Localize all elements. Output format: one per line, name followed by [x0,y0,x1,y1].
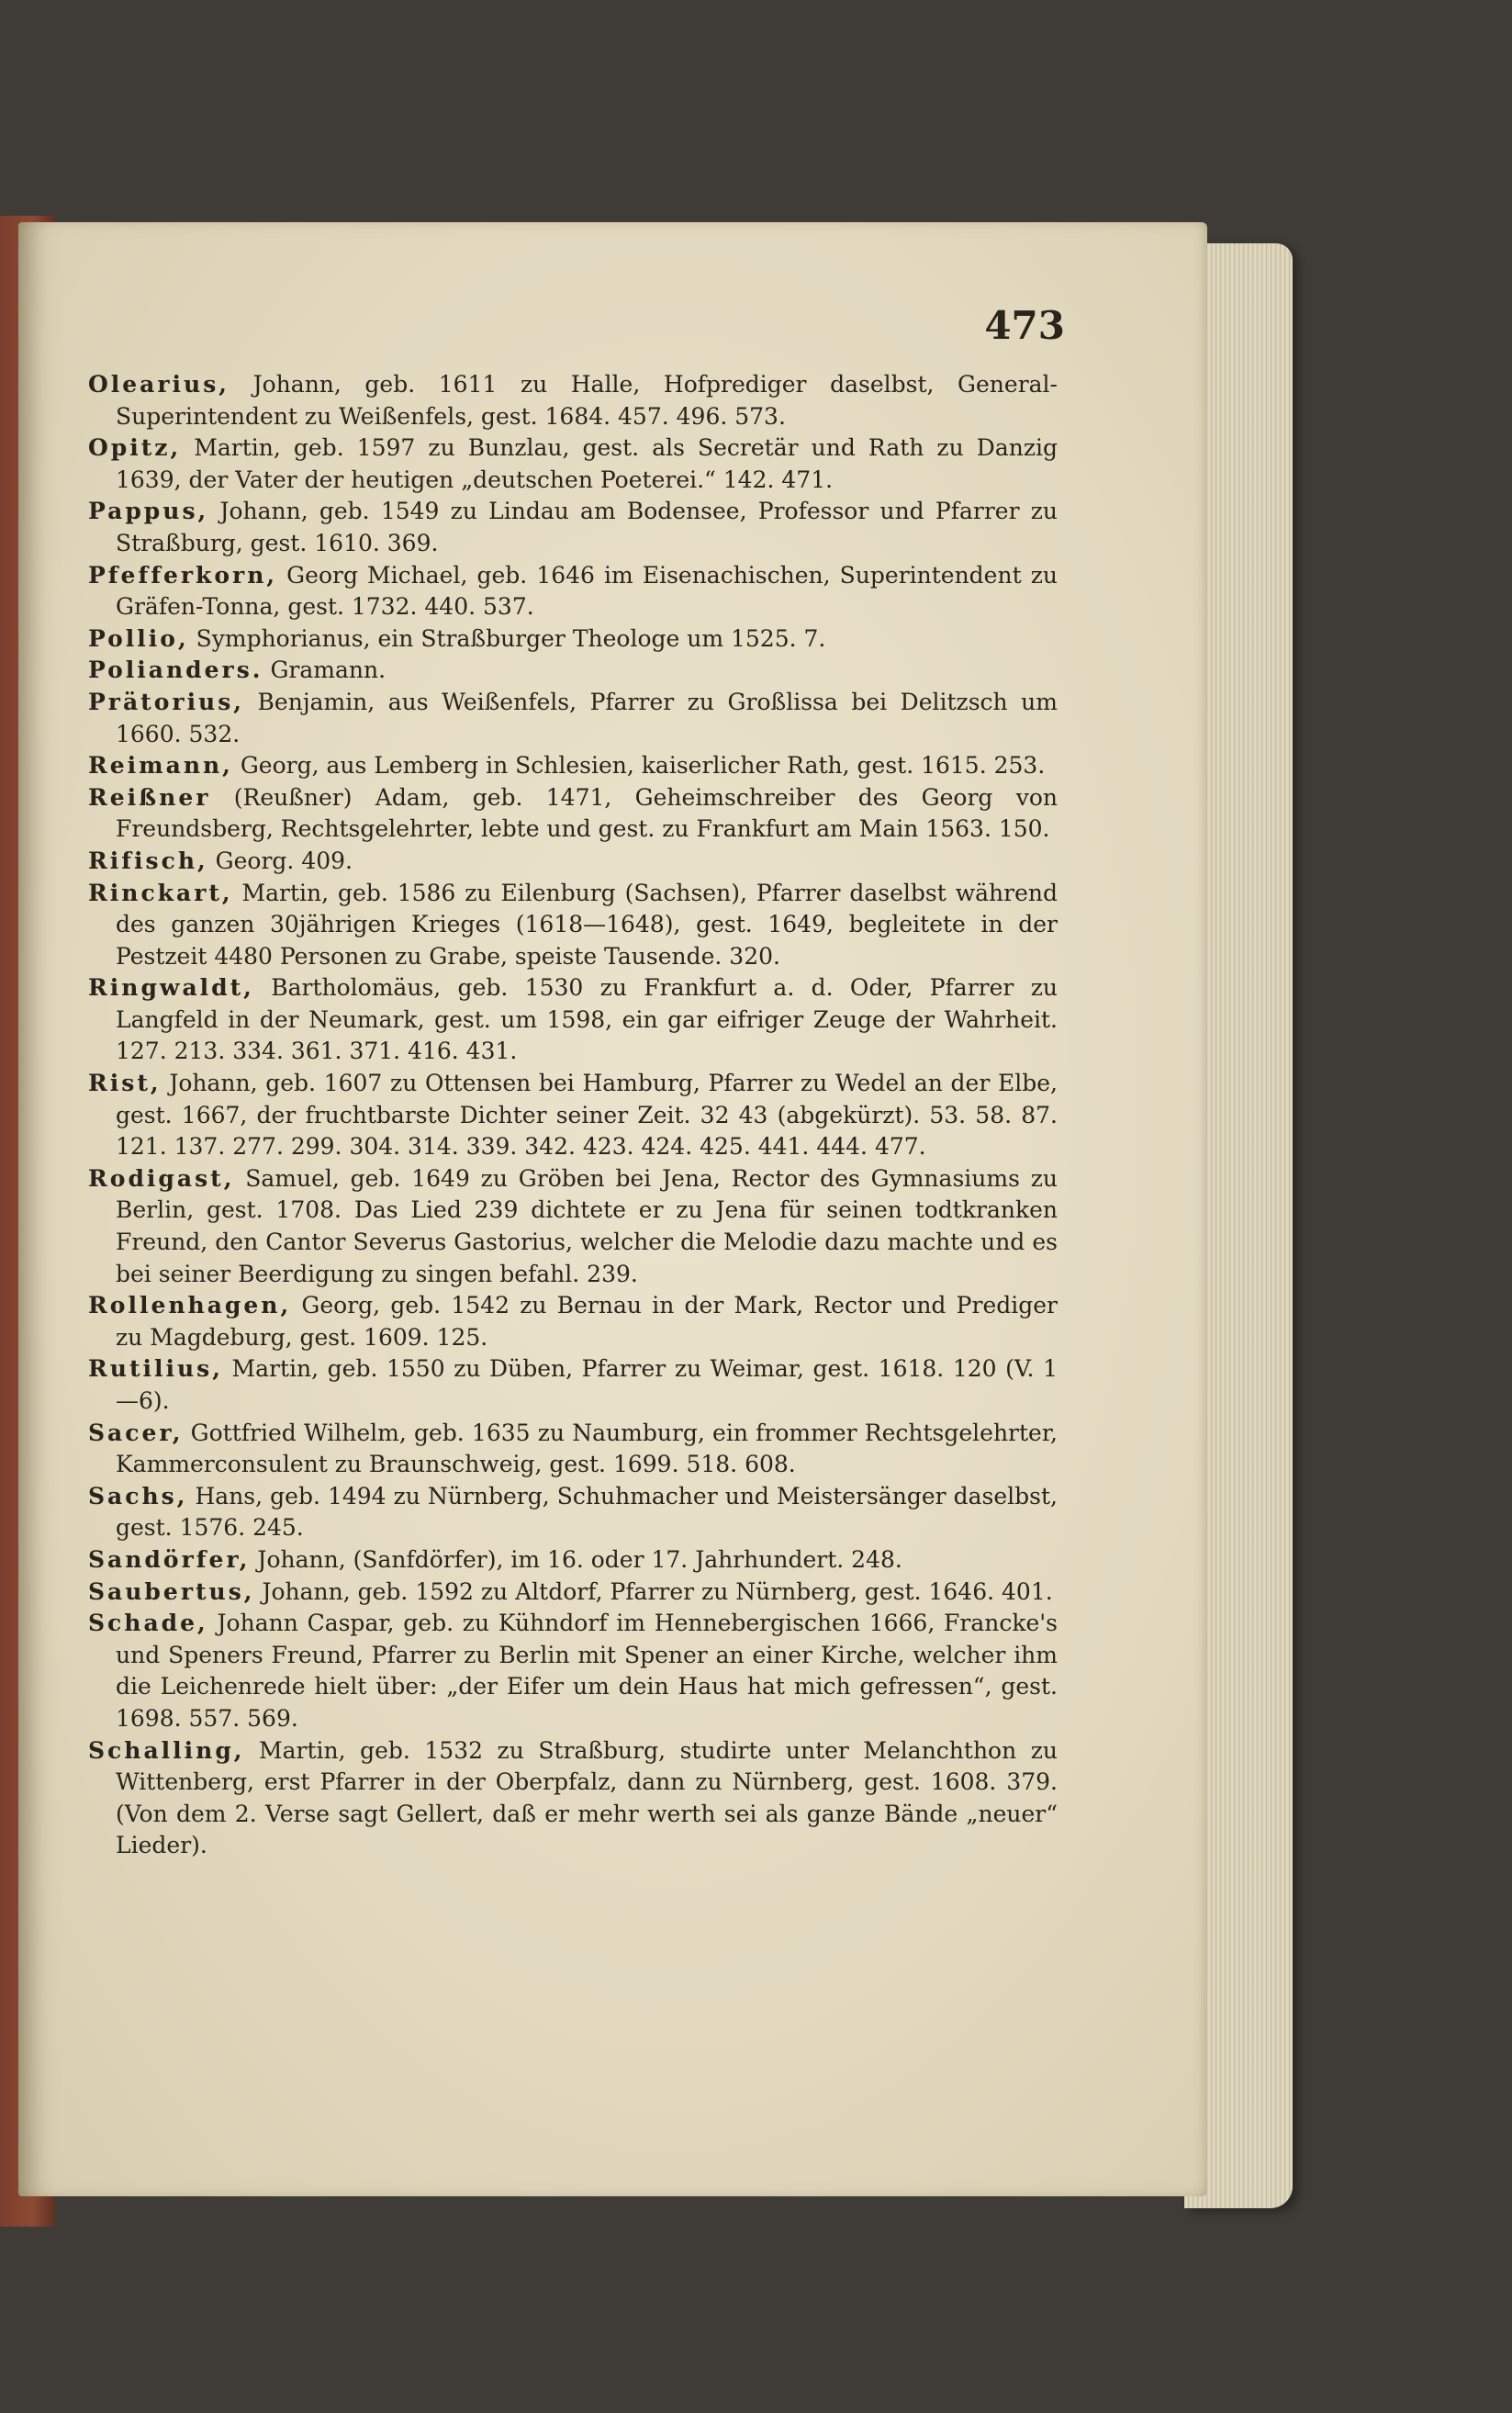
entry-praetorius: Prätorius, Benjamin, aus Weißenfels, Pfarrer zu Großlissa bei Delitzsch um 1660. 532. [88,688,1058,747]
entry-rinckart: Rinckart, Martin, geb. 1586 zu Eilenburg (Sachsen), Pfarrer daselbst während des ganzen 30jährigen Krieges (1618—1648), gest. 1649, begleitete in der Pestzeit 4480 Personen zu Grabe, speiste Tausende. 320. [88,879,1058,970]
entry-saubertus: Saubertus, Johann, geb. 1592 zu Altdorf, Pfarrer zu Nürnberg, gest. 1646. 401. [88,1577,1053,1605]
entry-rutilius: Rutilius, Martin, geb. 1550 zu Düben, Pfarrer zu Weimar, gest. 1618. 120 (V. 1—6). [88,1355,1058,1414]
entry-opitz: Opitz, Martin, geb. 1597 zu Bunzlau, gest. als Secretär und Rath zu Danzig 1639, der Vater der heutigen „deutschen Poeterei.“ 142. 471. [88,434,1058,493]
entry-reissner: Reißner (Reußner) Adam, geb. 1471, Geheimschreiber des Georg von Freundsberg, Rechtsgelehrter, lebte und gest. zu Frankfurt am Main 1563. 150. [88,783,1058,843]
entry-pappus: Pappus, Johann, geb. 1549 zu Lindau am Bodensee, Professor und Pfarrer zu Straßburg, gest. 1610. 369. [88,498,1058,556]
entry-sachs: Sachs, Hans, geb. 1494 zu Nürnberg, Schuhmacher und Meistersänger daselbst, gest. 1576. 245. [88,1482,1058,1542]
entry-rodigast: Rodigast, Samuel, geb. 1649 zu Gröben bei Jena, Rector des Gymnasiums zu Berlin, gest. 1708. Das Lied 239 dichtete er zu Jena für seinen todtkranken Freund, den Cantor Severus Gastorius, welcher die Melodie dazu machte und es bei seiner Beerdigung zu singen befahl. 239. [88,1164,1058,1287]
entry-poliander: Polianders. Gramann. [88,657,386,684]
entry-pollio: Pollio, Symphorianus, ein Straßburger Theologe um 1525. 7. [88,624,826,652]
entry-olearius: Olearius, Johann, geb. 1611 zu Halle, Hofprediger daselbst, General-Superintendent zu Weißenfels, gest. 1684. 457. 496. 573. [88,371,1058,430]
register-entries [88,369,1058,1862]
entry-schalling: Schalling, Martin, geb. 1532 zu Straßburg, studirte unter Melanchthon zu Wittenberg, erst Pfarrer in der Oberpfalz, dann zu Nürnberg, gest. 1608. 379. (Von dem 2. Verse sagt Gellert, daß er mehr werth sei als ganze Bände „neuer“ Lieder). [88,1736,1058,1859]
entry-sandoerfer: Sandörfer, Johann, (Sanfdörfer), im 16. oder 17. Jahrhundert. 248. [88,1545,902,1573]
entry-pfefferkorn: Pfefferkorn, Georg Michael, geb. 1646 im Eisenachischen, Superintendent zu Gräfen-Tonna, gest. 1732. 440. 537. [88,561,1058,621]
page-number: 473 [984,303,1065,348]
entry-rollenhagen: Rollenhagen, Georg, geb. 1542 zu Bernau in der Mark, Rector und Prediger zu Magdeburg, gest. 1609. 125. [88,1292,1058,1351]
entry-schade: Schade, Johann Caspar, geb. zu Kühndorf im Hennebergischen 1666, Francke's und Speners Freund, Pfarrer zu Berlin mit Spener an einer Kirche, welcher ihm die Leichenrede hielt über: „der Eifer um dein Haus hat mich gefressen“, gest. 1698. 557. 569. [88,1610,1058,1732]
entry-ringwaldt: Ringwaldt, Bartholomäus, geb. 1530 zu Frankfurt a. d. Oder, Pfarrer zu Langfeld in der Neumark, gest. um 1598, ein gar eifriger Zeuge der Wahrheit. 127. 213. 334. 361. 371. 416. 431. [88,974,1058,1065]
entry-sacer: Sacer, Gottfried Wilhelm, geb. 1635 zu Naumburg, ein frommer Rechtsgelehrter, Kammerconsulent zu Braunschweig, gest. 1699. 518. 608. [88,1419,1058,1478]
entry-reimann: Reimann, Georg, aus Lemberg in Schlesien, kaiserlicher Rath, gest. 1615. 253. [88,752,1046,780]
entry-rist: Rist, Johann, geb. 1607 zu Ottensen bei Hamburg, Pfarrer zu Wedel an der Elbe, gest. 1667, der fruchtbarste Dichter seiner Zeit. 32 43 (abgekürzt). 53. 58. 87. 121. 137. 277. 299. 304. 314. 339. 342. 423. 424. 425. 441. 444. 477. [88,1070,1058,1161]
entry-rifisch: Rifisch, Georg. 409. [88,847,353,874]
